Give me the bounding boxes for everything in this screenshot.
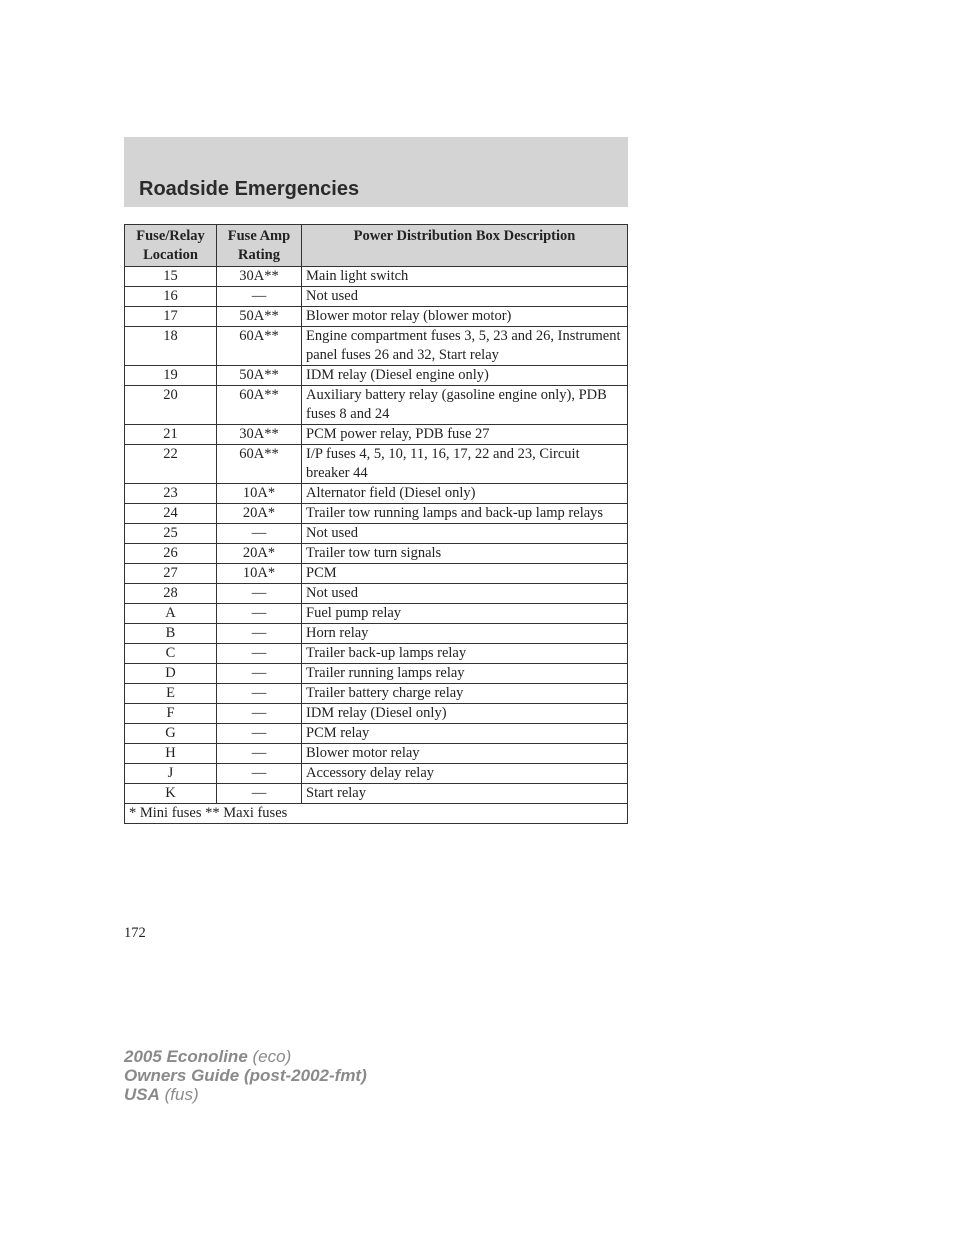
fuse-description-cell: PCM power relay, PDB fuse 27 — [302, 425, 628, 445]
footer-market-code: (fus) — [164, 1085, 199, 1104]
fuse-description-cell: IDM relay (Diesel engine only) — [302, 366, 628, 386]
column-header-location: Fuse/Relay Location — [125, 225, 217, 267]
footer-guide: Owners Guide (post-2002-fmt) — [124, 1066, 367, 1085]
fuse-location-cell: 26 — [125, 544, 217, 564]
fuse-description-cell: Not used — [302, 287, 628, 307]
fuse-location-cell: 25 — [125, 524, 217, 544]
fuse-rating-cell: 10A* — [217, 484, 302, 504]
fuse-location-cell: 22 — [125, 445, 217, 484]
table-row — [125, 624, 628, 644]
fuse-description-cell: PCM — [302, 564, 628, 584]
fuse-rating-cell: 60A** — [217, 445, 302, 484]
fuse-rating-cell: 20A* — [217, 544, 302, 564]
fuse-rating-cell: 10A* — [217, 564, 302, 584]
fuse-description-cell: Trailer back-up lamps relay — [302, 644, 628, 664]
fuse-description-cell: Fuel pump relay — [302, 604, 628, 624]
fuse-rating-cell: 60A** — [217, 327, 302, 366]
fuse-location-cell: 20 — [125, 386, 217, 425]
fuse-rating-cell: 30A** — [217, 267, 302, 287]
fuse-location-cell: 24 — [125, 504, 217, 524]
footer-model-code: (eco) — [252, 1047, 292, 1066]
table-row — [125, 267, 628, 287]
fuse-rating-cell: — — [217, 664, 302, 684]
table-row — [125, 504, 628, 524]
table-row — [125, 724, 628, 744]
fuse-description-cell: IDM relay (Diesel only) — [302, 704, 628, 724]
fuse-description-cell: PCM relay — [302, 724, 628, 744]
fuse-rating-cell: — — [217, 684, 302, 704]
table-footnote: * Mini fuses ** Maxi fuses — [125, 804, 628, 824]
section-header-band — [124, 137, 628, 207]
fuse-location-cell: C — [125, 644, 217, 664]
fuse-location-cell: K — [125, 784, 217, 804]
table-row — [125, 287, 628, 307]
fuse-rating-cell: 50A** — [217, 307, 302, 327]
fuse-rating-cell: — — [217, 287, 302, 307]
table-row — [125, 544, 628, 564]
fuse-rating-cell: — — [217, 624, 302, 644]
table-row — [125, 644, 628, 664]
table-row — [125, 784, 628, 804]
fuse-location-cell: 16 — [125, 287, 217, 307]
fuse-description-cell: Main light switch — [302, 267, 628, 287]
fuse-description-cell: Blower motor relay (blower motor) — [302, 307, 628, 327]
fuse-description-cell: Accessory delay relay — [302, 764, 628, 784]
table-row — [125, 664, 628, 684]
fuse-location-cell: B — [125, 624, 217, 644]
document-footer — [124, 1047, 367, 1104]
fuse-location-cell: 27 — [125, 564, 217, 584]
fuse-rating-cell: — — [217, 644, 302, 664]
footer-line-2 — [124, 1066, 367, 1085]
fuse-rating-cell: — — [217, 704, 302, 724]
fuse-description-cell: I/P fuses 4, 5, 10, 11, 16, 17, 22 and 23, Circuit breaker 44 — [302, 445, 628, 484]
fuse-location-cell: 23 — [125, 484, 217, 504]
fuse-description-cell: Trailer running lamps relay — [302, 664, 628, 684]
fuse-location-cell: E — [125, 684, 217, 704]
fuse-description-cell: Trailer tow running lamps and back-up lamp relays — [302, 504, 628, 524]
fuse-rating-cell: — — [217, 764, 302, 784]
fuse-description-cell: Engine compartment fuses 3, 5, 23 and 26, Instrument panel fuses 26 and 32, Start relay — [302, 327, 628, 366]
fuse-rating-cell: — — [217, 744, 302, 764]
fuse-location-cell: A — [125, 604, 217, 624]
table-body — [125, 267, 628, 804]
table-row — [125, 744, 628, 764]
fuse-location-cell: F — [125, 704, 217, 724]
fuse-rating-cell: — — [217, 784, 302, 804]
table-row — [125, 764, 628, 784]
fuse-description-cell: Alternator field (Diesel only) — [302, 484, 628, 504]
table-row — [125, 684, 628, 704]
table-row — [125, 307, 628, 327]
table-row — [125, 366, 628, 386]
fuse-rating-cell: — — [217, 604, 302, 624]
table-row — [125, 425, 628, 445]
footer-model: 2005 Econoline — [124, 1047, 248, 1066]
fuse-description-cell: Trailer tow turn signals — [302, 544, 628, 564]
table-header-row — [125, 225, 628, 267]
page-number: 172 — [124, 925, 146, 941]
column-header-description: Power Distribution Box Description — [302, 225, 628, 267]
table-row — [125, 445, 628, 484]
table-row — [125, 584, 628, 604]
footer-market: USA — [124, 1085, 160, 1104]
table-row — [125, 564, 628, 584]
fuse-rating-cell: 30A** — [217, 425, 302, 445]
table-row — [125, 484, 628, 504]
fuse-location-cell: 21 — [125, 425, 217, 445]
fuse-description-cell: Auxiliary battery relay (gasoline engine only), PDB fuses 8 and 24 — [302, 386, 628, 425]
table-row — [125, 604, 628, 624]
fuse-table — [124, 224, 628, 824]
fuse-location-cell: J — [125, 764, 217, 784]
fuse-description-cell: Not used — [302, 524, 628, 544]
section-title: Roadside Emergencies — [139, 178, 360, 200]
column-header-rating: Fuse Amp Rating — [217, 225, 302, 267]
fuse-location-cell: G — [125, 724, 217, 744]
footer-line-1 — [124, 1047, 367, 1066]
fuse-rating-cell: — — [217, 724, 302, 744]
fuse-rating-cell: 50A** — [217, 366, 302, 386]
fuse-description-cell: Horn relay — [302, 624, 628, 644]
fuse-description-cell: Start relay — [302, 784, 628, 804]
table-row — [125, 327, 628, 366]
fuse-description-cell: Trailer battery charge relay — [302, 684, 628, 704]
fuse-location-cell: H — [125, 744, 217, 764]
fuse-rating-cell: — — [217, 524, 302, 544]
footer-line-3 — [124, 1085, 367, 1104]
footnote-row — [125, 804, 628, 824]
table-row — [125, 704, 628, 724]
fuse-location-cell: 28 — [125, 584, 217, 604]
table-row — [125, 386, 628, 425]
fuse-rating-cell: — — [217, 584, 302, 604]
fuse-location-cell: 17 — [125, 307, 217, 327]
fuse-description-cell: Not used — [302, 584, 628, 604]
fuse-location-cell: 19 — [125, 366, 217, 386]
fuse-rating-cell: 20A* — [217, 504, 302, 524]
table-row — [125, 524, 628, 544]
fuse-rating-cell: 60A** — [217, 386, 302, 425]
fuse-description-cell: Blower motor relay — [302, 744, 628, 764]
fuse-location-cell: D — [125, 664, 217, 684]
fuse-location-cell: 18 — [125, 327, 217, 366]
fuse-location-cell: 15 — [125, 267, 217, 287]
